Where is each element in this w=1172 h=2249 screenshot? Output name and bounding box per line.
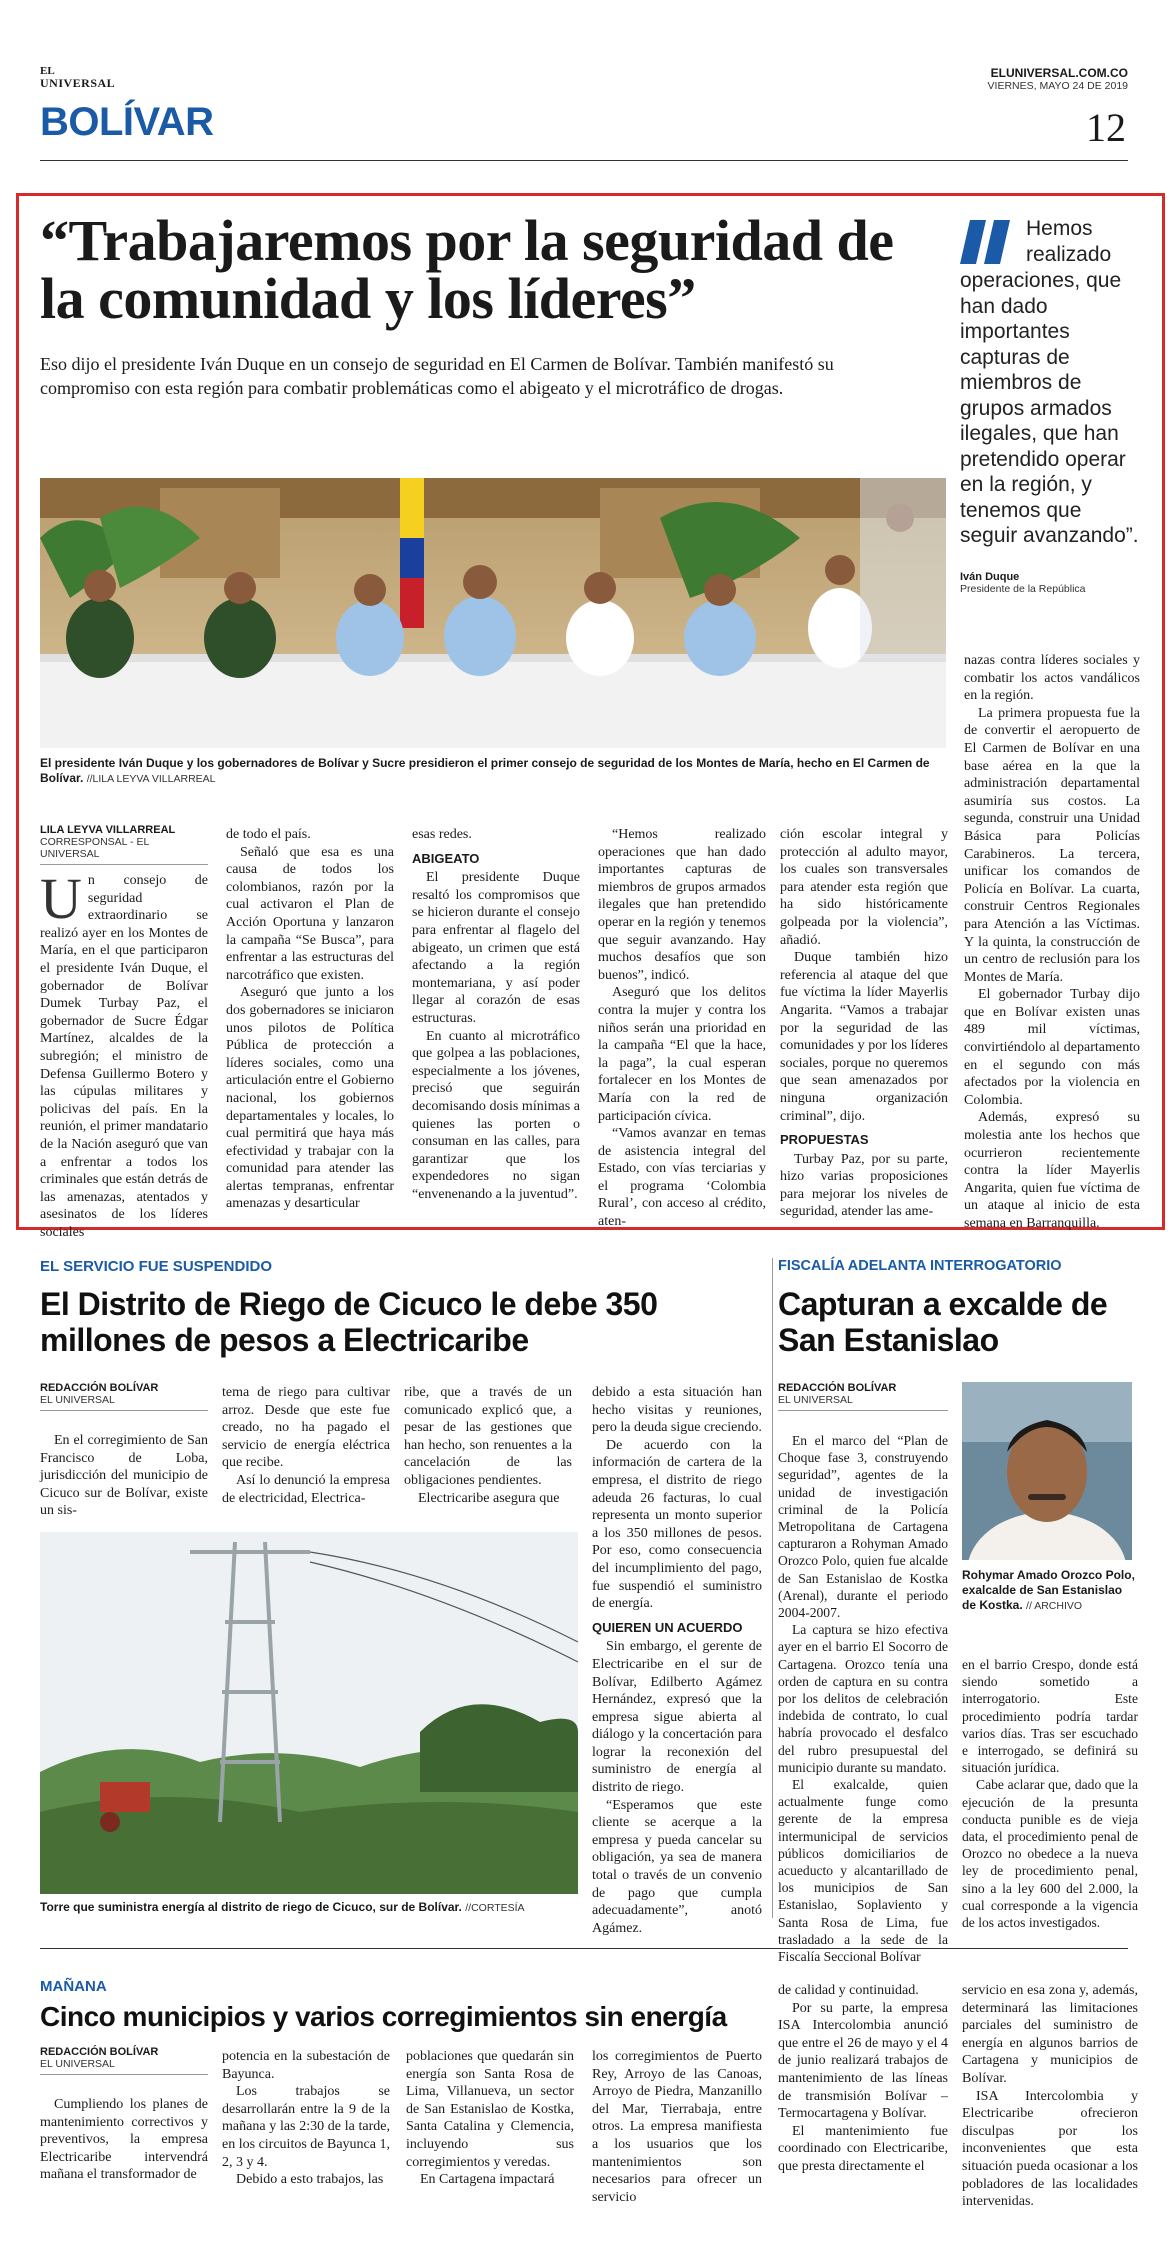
main-col-2 bbox=[226, 826, 394, 1213]
main-photo bbox=[40, 478, 946, 748]
story3-col2-p1: en el barrio Crespo, donde está siendo sometido a interrogatorio. Este procedimiento podría tardar varios días. Tras ser escuchado e interrogado, se definirá su situación jurídica. bbox=[962, 1657, 1138, 1776]
main-headline: “Trabajaremos por la seguridad de la comunidad y los líderes” bbox=[40, 208, 894, 331]
story2-photo bbox=[40, 1532, 578, 1894]
story4-col-1 bbox=[40, 2096, 208, 2184]
main-photo-caption bbox=[40, 756, 946, 787]
story4-col6-p2: ISA Intercolombia y Electricaribe ofrecieron disculpas por los inconvenientes que esta situación pueda ocasionar a los pobladores de las localidades intervenidas. bbox=[962, 2088, 1138, 2210]
byline-name: LILA LEYVA VILLARREAL bbox=[40, 824, 176, 836]
main-col5-p2: Duque también hizo referencia al ataque del que fue víctima la líder Mayerlis Angarita. “Vamos a trabajar por la seguridad de las comunidades y por los líderes sociales, porque no queremos que sean amenazados por ninguna organización criminal”, dijo. bbox=[780, 950, 948, 1124]
story3-col1-p2: La captura se hizo efectiva ayer en el barrio El Socorro de Cartagena. Orozco tenía una orden de captura en su contra por los delitos de celebración indebida de contrato, lo cual habría provocado el desfalco del rubro presupuestal del municipio durante su mandato. bbox=[778, 1622, 948, 1775]
story2-col4-p4: “Esperamos que este cliente se acerque a la empresa y pueda cancelar su obligación, ya sea de manera total o través de un convenio de pago que cumpla adecuadamente”, anotó Agámez. bbox=[592, 1797, 762, 1936]
main-col1-text: n consejo de seguridad extraordinario se realizó ayer en los Montes de María, en el que participaron el presidente Iván Duque, el gobernador de Bolívar Dumek Turbay Paz, el gobernador de Sucre Édgar Martínez, alcaldes de la subregión; el ministro de Defensa Guillermo Botero y las cúpulas militares y policivas del país. En la reunión, el primer mandatario de la Nación aseguró que van a enfrentar a todos los criminales que están detrás de las amenazas, atentados y asesinatos de los líderes sociales bbox=[40, 873, 208, 1240]
main-col-6 bbox=[964, 652, 1140, 1233]
main-col2-p3: Aseguró que junto a los dos gobernadores se iniciaron unos pilotos de Política Pública de protección a líderes sociales, como una articulación entre el Gobierno nacional, los gobiernos departamentales y locales, lo cual permitirá que haya más efectividad y trabajar con la comunidad para atender las alertas tempranas, enfrentar amenazas y desarticular bbox=[226, 985, 394, 1212]
story4-col-3 bbox=[406, 2048, 574, 2189]
story4-col5-p2: Por su parte, la empresa ISA Intercolombia anunció que entre el 26 de mayo y el 4 de junio realizará trabajos de mantenimiento de las líneas de transmisión Bolívar – Termocartagena y Bolívar. bbox=[778, 2000, 948, 2122]
main-col3-p3: En cuanto al microtráfico que golpea a las poblaciones, especialmente a los jóvenes, precisó que seguirán decomisando dosis mínimas a quienes las porten o consuman en las calles, para garantizar que los expendedores no sigan “envenenando a la juventud”. bbox=[412, 1028, 580, 1202]
story3-byline-role: EL UNIVERSAL bbox=[778, 1394, 948, 1411]
story4-col3-p2: En Cartagena impactará bbox=[420, 2172, 555, 2188]
pull-quote-author-title: Presidente de la República bbox=[960, 582, 1086, 595]
story2-col4-subhead: QUIEREN UN ACUERDO bbox=[592, 1619, 743, 1635]
story2-byline bbox=[40, 1382, 208, 1425]
main-col2-p2: Señaló que esa es una causa de todos los colombianos, razón por la cual activaron el Plan de Acción Oportuna y lanzaron la campaña “Se Busca”, para enfrentar a las estructuras del narcotráfico que existen. bbox=[226, 844, 394, 983]
story4-col-4 bbox=[592, 2048, 762, 2206]
story3-caption bbox=[962, 1568, 1138, 1614]
pull-quote-author: Iván Duque bbox=[960, 570, 1020, 583]
story2-byline-name: REDACCIÓN BOLÍVAR bbox=[40, 1382, 159, 1394]
main-col6-p3: El gobernador Turbay dijo que en Bolívar existen unas 489 mil víctimas, convirtiéndolo al departamento en el segundo con más afectados por la violencia en Colombia. bbox=[964, 987, 1140, 1108]
main-col5-subhead: PROPUESTAS bbox=[780, 1132, 869, 1148]
main-col5-p3: Turbay Paz, por su parte, hizo varias proposiciones para mejorar los niveles de seguridad, atender las ame- bbox=[780, 1151, 948, 1220]
main-col-3 bbox=[412, 826, 580, 1203]
story4-col2-p1: potencia en la subestación de Bayunca. bbox=[222, 2049, 390, 2082]
story2-headline: El Distrito de Riego de Cicuco le debe 350 millones de pesos a Electricaribe bbox=[40, 1286, 658, 1358]
main-caption-credit: //LILA LEYVA VILLARREAL bbox=[86, 773, 216, 785]
main-col3-subhead: ABIGEATO bbox=[412, 850, 480, 866]
main-col-1 bbox=[40, 866, 208, 1241]
story2-col1-p1: En el corregimiento de San Francisco de Loba, jurisdicción del municipio de Cicuco sur de Bolívar, existe un sis- bbox=[40, 1433, 208, 1519]
main-col4-p2: Aseguró que los delitos contra la mujer y contra los niños serán una prioridad en la campaña “El que la hace, la paga”, la cual esperan fortalecer en los Montes de María con la red de participación cívica. bbox=[598, 985, 766, 1124]
story4-col1-p1: Cumpliendo los planes de mantenimiento correctivos y preventivos, la empresa Electricaribe intervendrá mañana el transformador de bbox=[40, 2097, 208, 2183]
main-col3-p1: esas redes. bbox=[412, 827, 472, 842]
issue-date: VIERNES, MAYO 24 DE 2019 bbox=[987, 80, 1128, 92]
story2-caption bbox=[40, 1900, 580, 1916]
story4-col-6 bbox=[962, 1982, 1138, 2211]
story3-caption-credit: // ARCHIVO bbox=[1026, 1600, 1083, 1612]
byline-role: CORRESPONSAL - EL UNIVERSAL bbox=[40, 836, 208, 865]
story2-col4-p2: De acuerdo con la información de cartera de la empresa, el distrito de riego adeuda 26 facturas, lo cual representa un monto superior a los 350 millones de pesos. Por eso, como consecuencia del incumplimiento del pago, fue suspendió el suministro de energía. bbox=[592, 1437, 762, 1612]
story4-byline bbox=[40, 2046, 208, 2089]
story3-caption-text: Rohymar Amado Orozco Polo, exalcalde de San Estanislao de Kostka. bbox=[962, 1568, 1135, 1612]
story4-kicker: MAÑANA bbox=[40, 1978, 107, 1995]
story4-col-2 bbox=[222, 2048, 390, 2189]
story2-kicker: EL SERVICIO FUE SUSPENDIDO bbox=[40, 1258, 272, 1275]
logo-line-2: UNIVERSAL bbox=[40, 76, 116, 90]
story2-col-2 bbox=[222, 1384, 390, 1507]
page-number: 12 bbox=[1086, 105, 1126, 150]
main-col4-p1: “Hemos realizado operaciones que han dado importantes capturas de miembros de grupos armados ilegales que han pretendido operar en la región y tenemos que seguir avanzando. Hay muchos desafíos que son buenos”, indicó. bbox=[598, 827, 766, 983]
story2-col3-p2: Electricaribe asegura que bbox=[418, 1490, 560, 1506]
header-rule bbox=[40, 160, 1128, 161]
main-col6-p4: Además, expresó su molestia ante los hechos que ocurrieron recientemente contra la líder Mayerlis Angarita, quien fue víctima de un ataque al inicio de esta semana en Barranquilla. bbox=[964, 1110, 1140, 1231]
main-col-4 bbox=[598, 826, 766, 1231]
site-url: ELUNIVERSAL.COM.CO bbox=[990, 66, 1128, 80]
story4-col-5 bbox=[778, 1982, 948, 2176]
story2-col4-p3: Sin embargo, el gerente de Electricaribe en el sur de Bolívar, Edilberto Agámez Hernández, expresó que la empresa sigue abierta al diálogo y la concertación para lograr la reconexión del suministro de energía al distrito de riego. bbox=[592, 1639, 762, 1796]
story3-byline-name: REDACCIÓN BOLÍVAR bbox=[778, 1382, 897, 1394]
story4-col5-p3: El mantenimiento fue coordinado con Electricaribe, que presta directamente el bbox=[778, 2123, 948, 2174]
story2-byline-role: EL UNIVERSAL bbox=[40, 1394, 208, 1411]
story3-col-2 bbox=[962, 1656, 1138, 1931]
column-divider bbox=[772, 1258, 773, 1918]
story4-col6-p1: servicio en esa zona y, además, determinará las limitaciones parciales del suministro de energía en algunos barrios de Cartagena y municipios de Bolívar. bbox=[962, 1983, 1138, 2086]
section-rule bbox=[40, 1948, 1128, 1949]
story2-col2-p1: tema de riego para cultivar arroz. Desde que este fue creado, no ha pagado el servicio de energía eléctrica que recibe. bbox=[222, 1385, 390, 1471]
dropcap: U bbox=[40, 866, 82, 931]
main-col5-p1: ción escolar integral y protección al adulto mayor, los cuales son transversales para atender esta región que ha sido históricamente golpeada por la violencia”, añadió. bbox=[780, 827, 948, 948]
main-deck: Eso dijo el presidente Iván Duque en un consejo de seguridad en El Carmen de Bolívar. También manifestó su compromiso con esta región para combatir problemáticas como el abigeato y el microtráfico de drogas. bbox=[40, 354, 834, 398]
story2-col3-p1: ribe, que a través de un comunicado explicó que, a pesar de las gestiones que han hecho, son renuentes a la cancelación de las obligaciones pendientes. bbox=[404, 1385, 572, 1488]
story3-col1-p3: El exalcalde, quien actualmente funge como gerente de la empresa intermunicipal de servicios públicos domiciliarios de acueducto y alcantarillado de los municipios de San Estanislao, Soplaviento y Santa Rosa de Lima, fue trasladado a la sede de la Fiscalía Seccional Bolívar bbox=[778, 1777, 948, 1965]
pull-quote-text: Hemos realizado operaciones, que han dado importantes capturas de miembros de grupos armados ilegales, que han pretendido operar en la región, y tenemos que seguir avanzando”. bbox=[960, 217, 1139, 547]
story4-col2-p3: Debido a esto trabajos, las bbox=[236, 2172, 384, 2188]
section-title: BOLÍVAR bbox=[40, 100, 214, 144]
story3-col1-p1: En el marco del “Plan de Choque fase 3, construyendo seguridad”, agentes de la unidad de investigación criminal de la Policía Metropolitana de Cartagena capturaron a Rohyman Amado Orozco Polo, quien fue alcalde de San Estanislao de Kostka (Arenal), durante el periodo 2004-2007. bbox=[778, 1433, 948, 1621]
main-col2-p1: de todo el país. bbox=[226, 827, 311, 842]
main-col6-p2: La primera propuesta fue la de convertir el aeropuerto de El Carmen de Bolívar en una base aérea en la que la administración departamental asumiría sus costos. La segunda, construir una Unidad Básica para Policías Carabineros. La tercera, unificar los comandos de Policía en Bolívar. La cuarta, construir Centros Regionales para Atención a las Víctimas. Y la quinta, la construcción de un centro de reclusión para los Montes de María. bbox=[964, 705, 1140, 985]
story4-col5-p1: de calidad y continuidad. bbox=[778, 1983, 919, 1998]
story3-col2-p2: Cabe aclarar que, dado que la ejecución de la presunta conducta punible es de vieja data, el procedimiento penal de Orozco no obedece a la nueva ley de procedimiento penal, sino a la ley 600 del 2.000, la cual corresponde a la vigencia de los actos investigados. bbox=[962, 1777, 1138, 1931]
story2-col4-p1: debido a esta situación han hecho visitas y reuniones, pero la deuda sigue creciendo. bbox=[592, 1385, 762, 1436]
main-caption-text: El presidente Iván Duque y los gobernadores de Bolívar y Sucre presidieron el primer consejo de seguridad de los Montes de María, hecho en El Carmen de Bolívar. bbox=[40, 756, 930, 785]
story2-caption-credit: //CORTESÍA bbox=[465, 1902, 525, 1914]
story4-col4-p1: los corregimientos de Puerto Rey, Arroyo de las Canoas, Arroyo de Piedra, Manzanillo del Mar, Tierrabaja, entre otros. La empresa manifiesta a los usuarios que los mantenimientos son necesarios para ofrecer un servicio bbox=[592, 2049, 762, 2205]
story3-photo bbox=[962, 1382, 1132, 1560]
story3-byline bbox=[778, 1382, 948, 1425]
story4-col2-p2: Los trabajos se desarrollarán entre la 9 de la mañana y las 2:30 de la tarde, en los circuitos de Bayunca 1, 2, 3 y 4. bbox=[222, 2084, 390, 2170]
story4-byline-name: REDACCIÓN BOLÍVAR bbox=[40, 2046, 159, 2058]
quote-mark-icon bbox=[960, 216, 1020, 268]
main-col6-p1: nazas contra líderes sociales y combatir los actos vandálicos en la región. bbox=[964, 653, 1140, 704]
story2-col-4 bbox=[592, 1384, 762, 1937]
story2-col-3 bbox=[404, 1384, 572, 1507]
story3-headline: Capturan a excalde de San Estanislao bbox=[778, 1286, 1108, 1358]
masthead-logo bbox=[40, 66, 120, 89]
story4-byline-role: EL UNIVERSAL bbox=[40, 2058, 208, 2075]
story3-kicker: FISCALÍA ADELANTA INTERROGATORIO bbox=[778, 1258, 1062, 1274]
story3-col-1 bbox=[778, 1432, 948, 1965]
story2-caption-text: Torre que suministra energía al distrito de riego de Cicuco, sur de Bolívar. bbox=[40, 1900, 462, 1914]
story4-headline: Cinco municipios y varios corregimientos sin energía bbox=[40, 2001, 727, 2032]
pull-quote bbox=[960, 216, 1140, 595]
story2-col2-p2: Así lo denunció la empresa de electricidad, Electrica- bbox=[222, 1472, 390, 1506]
story4-col3-p1: poblaciones que quedarán sin energía son Santa Rosa de Lima, Villanueva, un sector de San Estanislao de Kostka, Santa Catalina y Clemencia, incluyendo sus corregimientos y veredas. bbox=[406, 2049, 574, 2170]
main-col-5 bbox=[780, 826, 948, 1221]
logo-line-1: EL bbox=[40, 65, 55, 77]
main-col3-p2: El presidente Duque resaltó los compromisos que se hicieron durante el consejo para enfrentar al flagelo del abigeato, un crimen que está afectando a la región montemariana, y así poder llegar al corazón de esas estructuras. bbox=[412, 870, 580, 1026]
story2-col-1 bbox=[40, 1432, 208, 1520]
main-col4-p3: “Vamos avanzar en temas de asistencia integral del Estado, con vías terciarias y el programa ‘Colombia Rural’, con acceso al crédito, aten- bbox=[598, 1126, 766, 1230]
